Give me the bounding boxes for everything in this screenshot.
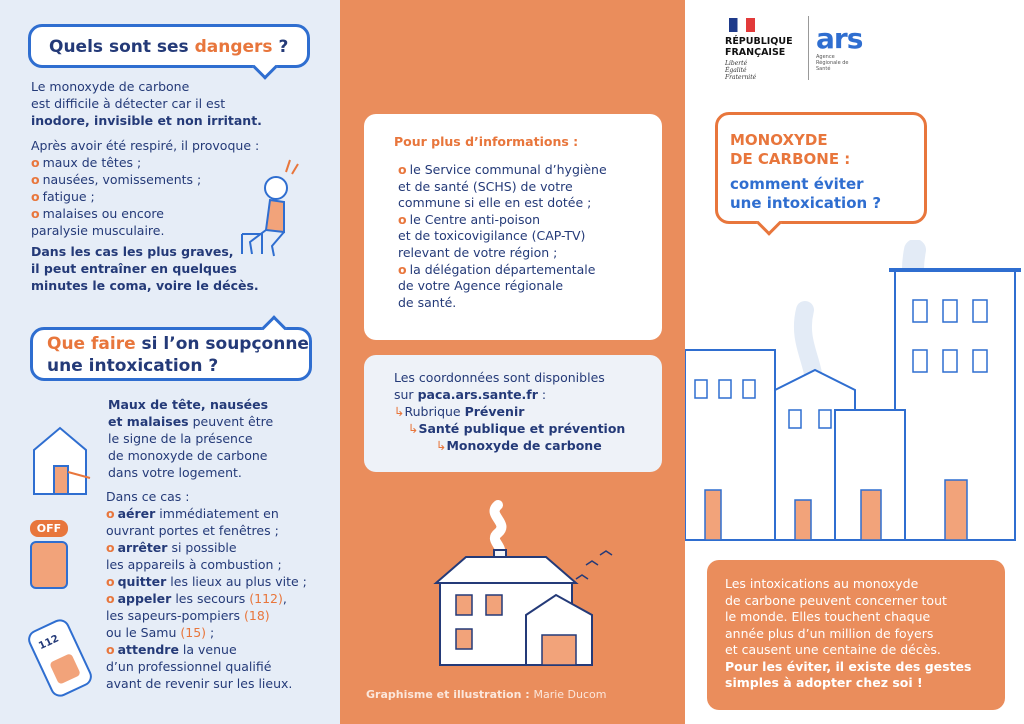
symptom-list: Après avoir été respiré, il provoque : o maux de têtes ; o nausées, vomissements ; o fatigue ; o malaises ou encore paralysie musculaire. xyxy=(31,138,260,238)
main-title: MONOXYDE DE CARBONE : xyxy=(730,131,851,168)
credit-text: Graphisme et illustration : Marie Ducom xyxy=(366,688,607,701)
coordinates-box xyxy=(364,355,662,472)
right-panel xyxy=(685,0,1024,724)
house-smoke-illustration xyxy=(426,495,626,675)
dangers-bubble xyxy=(28,24,310,68)
republique-logo: RÉPUBLIQUE FRANÇAISE Liberté Égalité Fraternité xyxy=(725,18,805,81)
info-list: o le Service communal d’hygiène et de santé (SCHS) de votre commune si elle en est dotée ; o le Centre anti-poison et de toxicovigilance (CAP-TV) relevant de votre région ; o la délégation départementale de votre Agence régionale de santé. xyxy=(398,162,607,310)
main-subtitle: comment éviter une intoxication ? xyxy=(730,175,882,212)
dangers-heading: Quels sont ses dangers ? xyxy=(49,37,289,57)
title-bubble xyxy=(715,112,927,224)
middle-panel xyxy=(340,0,685,724)
footer-box xyxy=(707,560,1005,710)
action-list: Dans ce cas : o aérer immédiatement en ouvrant portes et fenêtres ; o arrêter si possible les appareils à combustion ; o quitter les lieux au plus vite ; o appeler les secours (112), les sapeurs-pompiers (18) ou le Samu (15) ; o attendre la venue d’un professionnel qualifié avant de revenir sur les lieux. xyxy=(106,489,307,691)
intro-text: Le monoxyde de carbone est difficile à détecter car il est inodore, invisible et non irritant. xyxy=(31,79,262,128)
sick-person-illustration xyxy=(228,150,308,260)
coordinates-text: Les coordonnées sont disponibles sur paca.ars.sante.fr : ↳Rubrique Prévenir ↳Santé publique et prévention ↳Monoxyde de carbone xyxy=(394,370,626,453)
city-buildings-illustration xyxy=(685,240,1024,550)
signs-text: Maux de tête, nausées et malaises peuvent être le signe de la présence de monoxyde de carbone dans votre logement. xyxy=(108,397,274,480)
footer-text: Les intoxications au monoxyde de carbone peuvent concerner tout le monde. Elles touchent chaque année plus d’un million de foyers et causent une centaine de décès. Pour les éviter, il existe des gestes simples à adopter chez soi ! xyxy=(725,576,972,690)
house-alarm-icon xyxy=(28,420,98,500)
logo-divider xyxy=(808,16,809,80)
grave-text: Dans les cas les plus graves, il peut entraîner en quelques minutes le coma, voire le décès. xyxy=(31,244,259,293)
heater-off-icon: OFF xyxy=(30,520,82,590)
info-title: Pour plus d’informations : xyxy=(394,134,579,149)
todo-heading: Que faire si l’on soupçonne une intoxication ? xyxy=(47,334,309,376)
info-box xyxy=(364,114,662,340)
left-panel xyxy=(0,0,340,724)
phone-icon: 112 xyxy=(38,622,98,702)
ars-logo: ars Agence Régionale de Santé xyxy=(816,22,863,72)
todo-bubble xyxy=(30,327,312,381)
